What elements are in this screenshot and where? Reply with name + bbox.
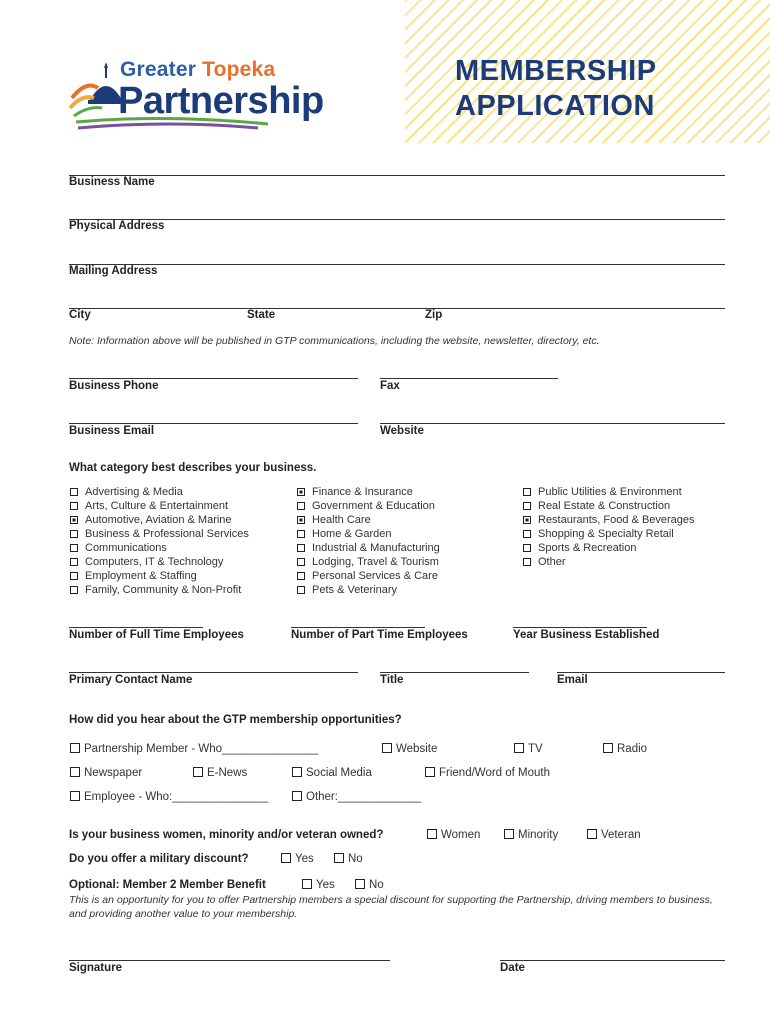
option-employee[interactable]: Employee - Who:_______________ xyxy=(70,791,268,803)
option-military-no[interactable]: No xyxy=(334,853,363,865)
signature-line[interactable] xyxy=(69,960,390,961)
category-item[interactable]: Computers, IT & Technology xyxy=(70,555,249,569)
option-newspaper[interactable]: Newspaper xyxy=(70,767,142,779)
checkbox-icon[interactable] xyxy=(425,767,435,777)
city-state-zip-line[interactable] xyxy=(69,308,725,309)
option-friend[interactable]: Friend/Word of Mouth xyxy=(425,767,550,779)
title-line[interactable] xyxy=(380,672,529,673)
checkbox-icon[interactable] xyxy=(523,516,531,524)
option-m2m-no[interactable]: No xyxy=(355,879,384,891)
mailing-address-line[interactable] xyxy=(69,264,725,265)
business-phone-label: Business Phone xyxy=(69,380,159,392)
checkbox-icon[interactable] xyxy=(70,791,80,801)
email-line[interactable] xyxy=(557,672,725,673)
owned-question: Is your business women, minority and/or veteran owned? xyxy=(69,829,384,841)
checkbox-icon[interactable] xyxy=(297,502,305,510)
military-question: Do you offer a military discount? xyxy=(69,853,249,865)
category-item[interactable]: Pets & Veterinary xyxy=(297,583,440,597)
optional-description: This is an opportunity for you to offer Partnership members a special discount for supporting the Partnership, driving members to business, and providing another value to your membership. xyxy=(69,894,713,920)
category-item[interactable]: Personal Services & Care xyxy=(297,569,440,583)
category-item[interactable]: Sports & Recreation xyxy=(523,541,695,555)
physical-address-line[interactable] xyxy=(69,219,725,220)
category-item[interactable]: Employment & Staffing xyxy=(70,569,249,583)
title-label: Title xyxy=(380,674,404,686)
business-email-label: Business Email xyxy=(69,425,155,437)
website-label: Website xyxy=(380,425,424,437)
checkbox-icon[interactable] xyxy=(70,502,78,510)
website-line[interactable] xyxy=(380,423,725,424)
category-item[interactable]: Government & Education xyxy=(297,499,440,513)
option-website[interactable]: Website xyxy=(382,743,437,755)
checkbox-icon[interactable] xyxy=(523,488,531,496)
publish-note: Note: Information above will be published in GTP communications, including the website, newsletter, directory, etc. xyxy=(69,335,600,347)
form-title-line2: APPLICATION xyxy=(455,90,655,122)
form-title-line1: MEMBERSHIP xyxy=(455,55,657,87)
option-other[interactable]: Other:_____________ xyxy=(292,791,421,803)
option-women[interactable]: Women xyxy=(427,829,480,841)
option-social-media[interactable]: Social Media xyxy=(292,767,372,779)
category-item[interactable]: Arts, Culture & Entertainment xyxy=(70,499,249,513)
checkbox-icon[interactable] xyxy=(297,544,305,552)
full-time-line[interactable] xyxy=(69,627,203,628)
full-time-label: Number of Full Time Employees xyxy=(69,629,244,641)
checkbox-icon[interactable] xyxy=(587,829,597,839)
category-item[interactable]: Automotive, Aviation & Marine xyxy=(70,513,249,527)
category-item[interactable]: Health Care xyxy=(297,513,440,527)
business-name-label: Business Name xyxy=(69,176,155,188)
date-line[interactable] xyxy=(500,960,725,961)
zip-label: Zip xyxy=(425,309,443,321)
fax-label: Fax xyxy=(380,380,400,392)
business-name-line[interactable] xyxy=(69,175,725,176)
checkbox-icon[interactable] xyxy=(70,572,78,580)
checkbox-icon[interactable] xyxy=(70,743,80,753)
business-email-line[interactable] xyxy=(69,423,358,424)
checkbox-icon[interactable] xyxy=(70,558,78,566)
checkbox-icon[interactable] xyxy=(297,586,305,594)
option-radio[interactable]: Radio xyxy=(603,743,647,755)
category-item[interactable]: Real Estate & Construction xyxy=(523,499,695,513)
checkbox-icon[interactable] xyxy=(297,572,305,580)
checkbox-icon[interactable] xyxy=(504,829,514,839)
option-military-yes[interactable]: Yes xyxy=(281,853,314,865)
category-item[interactable]: Communications xyxy=(70,541,249,555)
checkbox-icon[interactable] xyxy=(514,743,524,753)
year-established-label: Year Business Established xyxy=(513,629,660,641)
checkbox-icon[interactable] xyxy=(297,488,305,496)
checkbox-icon[interactable] xyxy=(355,879,365,889)
signature-label: Signature xyxy=(69,962,123,974)
checkbox-icon[interactable] xyxy=(70,488,78,496)
checkbox-icon[interactable] xyxy=(302,879,312,889)
category-item[interactable]: Shopping & Specialty Retail xyxy=(523,527,695,541)
category-item[interactable]: Restaurants, Food & Beverages xyxy=(523,513,695,527)
category-item[interactable]: Finance & Insurance xyxy=(297,485,440,499)
category-item[interactable]: Public Utilities & Environment xyxy=(523,485,695,499)
category-column-2 xyxy=(297,485,440,597)
checkbox-icon[interactable] xyxy=(70,530,78,538)
hear-question: How did you hear about the GTP membership opportunities? xyxy=(69,714,402,726)
email-label: Email xyxy=(557,674,588,686)
mailing-address-label: Mailing Address xyxy=(69,265,158,277)
checkbox-icon[interactable] xyxy=(382,743,392,753)
category-column-3 xyxy=(523,485,695,569)
state-label: State xyxy=(247,309,276,321)
category-item[interactable]: Other xyxy=(523,555,695,569)
option-minority[interactable]: Minority xyxy=(504,829,558,841)
year-established-line[interactable] xyxy=(513,627,647,628)
checkbox-icon[interactable] xyxy=(70,586,78,594)
logo-text-top: Greater Topeka xyxy=(120,58,276,81)
category-item[interactable]: Home & Garden xyxy=(297,527,440,541)
category-item[interactable]: Industrial & Manufacturing xyxy=(297,541,440,555)
city-label: City xyxy=(69,309,91,321)
checkbox-icon[interactable] xyxy=(427,829,437,839)
category-column-1 xyxy=(70,485,249,597)
option-tv[interactable]: TV xyxy=(514,743,543,755)
checkbox-icon[interactable] xyxy=(292,767,302,777)
category-item[interactable]: Lodging, Travel & Tourism xyxy=(297,555,440,569)
category-item[interactable]: Business & Professional Services xyxy=(70,527,249,541)
checkbox-icon[interactable] xyxy=(70,767,80,777)
logo-text-partnership: Partnership xyxy=(118,80,324,122)
checkbox-icon[interactable] xyxy=(70,544,78,552)
optional-question: Optional: Member 2 Member Benefit xyxy=(69,879,266,891)
category-item[interactable]: Family, Community & Non-Profit xyxy=(70,583,249,597)
checkbox-icon[interactable] xyxy=(281,853,291,863)
primary-contact-label: Primary Contact Name xyxy=(69,674,193,686)
date-label: Date xyxy=(500,962,525,974)
checkbox-icon[interactable] xyxy=(523,558,531,566)
checkbox-icon[interactable] xyxy=(292,791,302,801)
fax-line[interactable] xyxy=(380,378,558,379)
checkbox-icon[interactable] xyxy=(297,558,305,566)
option-veteran[interactable]: Veteran xyxy=(587,829,641,841)
category-question: What category best describes your business. xyxy=(69,462,317,474)
checkbox-icon[interactable] xyxy=(193,767,203,777)
checkbox-icon[interactable] xyxy=(603,743,613,753)
category-item[interactable]: Advertising & Media xyxy=(70,485,249,499)
option-partnership-member[interactable]: Partnership Member - Who_______________ xyxy=(70,743,318,755)
part-time-line[interactable] xyxy=(291,627,425,628)
option-m2m-yes[interactable]: Yes xyxy=(302,879,335,891)
checkbox-icon[interactable] xyxy=(70,516,78,524)
part-time-label: Number of Part Time Employees xyxy=(291,629,468,641)
checkbox-icon[interactable] xyxy=(523,544,531,552)
checkbox-icon[interactable] xyxy=(297,530,305,538)
checkbox-icon[interactable] xyxy=(334,853,344,863)
checkbox-icon[interactable] xyxy=(523,530,531,538)
checkbox-icon[interactable] xyxy=(297,516,305,524)
option-enews[interactable]: E-News xyxy=(193,767,247,779)
physical-address-label: Physical Address xyxy=(69,220,165,232)
checkbox-icon[interactable] xyxy=(523,502,531,510)
business-phone-line[interactable] xyxy=(69,378,358,379)
primary-contact-line[interactable] xyxy=(69,672,358,673)
